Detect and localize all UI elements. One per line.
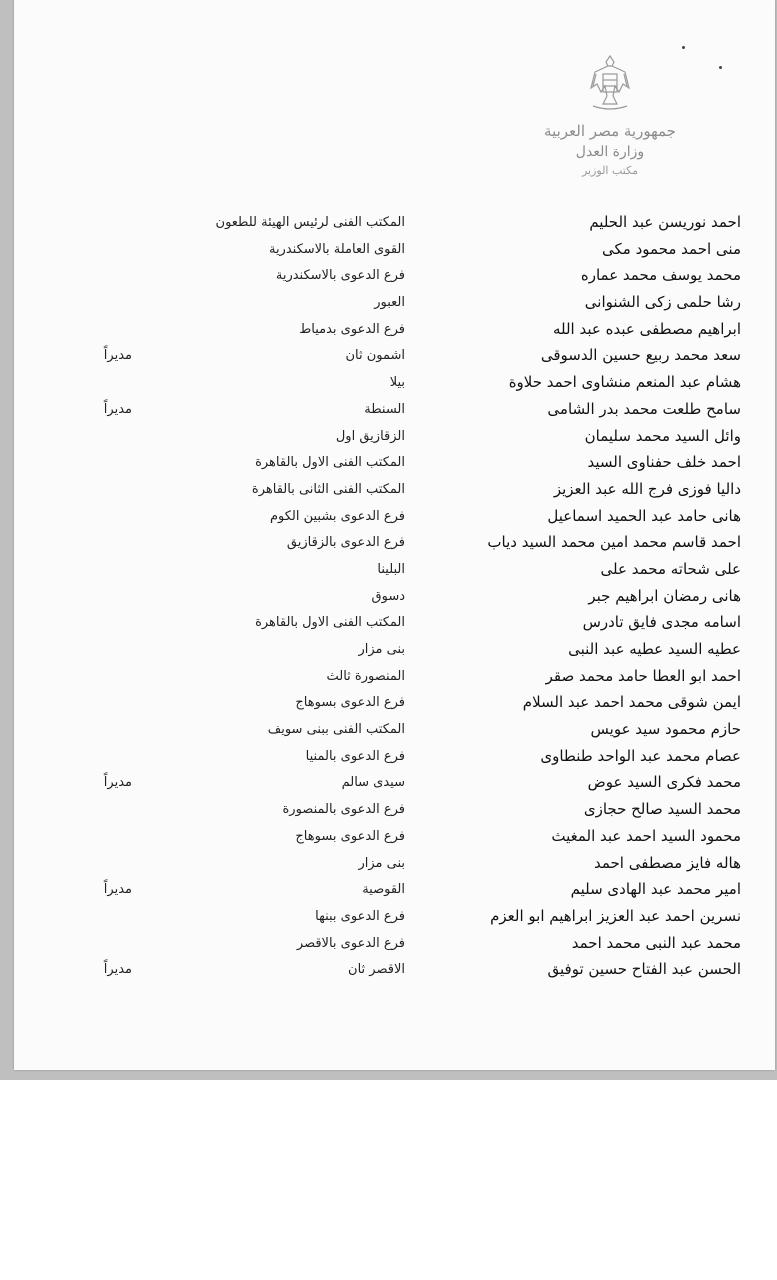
list-item <box>0 693 777 720</box>
person-name: هشام عبد المنعم منشاوى احمد حلاوة <box>508 373 741 392</box>
letterhead <box>530 40 690 205</box>
list-item <box>0 880 777 907</box>
person-name: محمد فكرى السيد عوض <box>587 773 741 792</box>
list-item <box>0 907 777 934</box>
assigned-department: البلينا <box>377 561 405 577</box>
person-name: على شحاته محمد على <box>600 559 741 578</box>
assigned-department: السنطة <box>364 401 405 417</box>
assigned-department: القوى العاملة بالاسكندرية <box>268 241 405 257</box>
list-item <box>0 667 777 694</box>
job-title: مديراً <box>103 348 132 364</box>
letterhead-country: جمهورية مصر العربية <box>544 122 676 140</box>
list-item <box>0 400 777 427</box>
person-name: محمد عبد النبى محمد احمد <box>571 933 741 952</box>
person-name: رشا حلمى زكى الشنوانى <box>584 293 741 312</box>
person-name: محمود السيد احمد عبد المغيث <box>551 826 741 845</box>
letterhead-ministry: وزارة العدل <box>575 144 645 160</box>
list-item <box>0 613 777 640</box>
job-title: مديراً <box>103 775 132 791</box>
assigned-department: فرع الدعوى ببنها <box>315 908 405 924</box>
assigned-department: الاقصر ثان <box>348 962 405 978</box>
list-item <box>0 346 777 373</box>
person-name: ابراهيم مصطفى عبده عبد الله <box>552 319 741 338</box>
assigned-department: فرع الدعوى بالاسكندرية <box>275 268 405 284</box>
person-name: احمد خلف حفناوى السيد <box>587 453 741 472</box>
eagle-emblem-icon <box>587 52 633 114</box>
person-name: هانى رمضان ابراهيم جبر <box>588 586 741 605</box>
assigned-department: فرع الدعوى بالزقازيق <box>286 535 405 551</box>
list-item <box>0 934 777 961</box>
person-name: هانى حامد عبد الحميد اسماعيل <box>547 506 741 525</box>
job-title: مديراً <box>103 882 132 898</box>
assignment-list <box>0 213 777 987</box>
person-name: منى احمد محمود مكى <box>602 239 741 258</box>
list-item <box>0 720 777 747</box>
list-item <box>0 800 777 827</box>
list-item <box>0 640 777 667</box>
person-name: محمد السيد صالح حجازى <box>583 800 741 819</box>
person-name: احمد نوريسن عبد الحليم <box>589 213 741 231</box>
assigned-department: المكتب الفنى ببنى سويف <box>267 722 405 738</box>
list-item <box>0 320 777 347</box>
person-name: الحسن عبد الفتاح حسين توفيق <box>547 960 741 979</box>
list-item <box>0 827 777 854</box>
list-item <box>0 560 777 587</box>
assigned-department: بيلا <box>389 375 405 391</box>
person-name: هاله فايز مصطفى احمد <box>593 853 741 872</box>
job-title: مديراً <box>103 962 132 978</box>
list-item <box>0 453 777 480</box>
assigned-department: المكتب الفنى الثانى بالقاهرة <box>251 481 405 497</box>
person-name: داليا فوزى فرج الله عبد العزيز <box>553 479 741 498</box>
assigned-department: فرع الدعوى بشبين الكوم <box>269 508 405 524</box>
person-name: سعد محمد ربيع حسين الدسوقى <box>540 346 741 365</box>
speck-mark <box>719 66 722 69</box>
list-item <box>0 293 777 320</box>
assigned-department: دسوق <box>371 588 405 604</box>
person-name: احمد قاسم محمد امين محمد السيد دياب <box>487 533 741 552</box>
assigned-department: الزقازيق اول <box>335 428 405 444</box>
assigned-department: فرع الدعوى بسوهاج <box>295 695 405 711</box>
person-name: امير محمد عبد الهادى سليم <box>570 880 741 899</box>
assigned-department: سيدى سالم <box>341 775 405 791</box>
person-name: حازم محمود سيد عويس <box>590 720 741 739</box>
list-item <box>0 854 777 881</box>
person-name: سامح طلعت محمد بدر الشامى <box>547 399 741 418</box>
assigned-department: فرع الدعوى بالاقصر <box>296 935 405 951</box>
list-item <box>0 266 777 293</box>
list-item <box>0 480 777 507</box>
list-item <box>0 773 777 800</box>
person-name: ايمن شوقى محمد احمد عبد السلام <box>522 693 741 712</box>
list-item <box>0 213 777 240</box>
assigned-department: اشمون ثان <box>345 348 405 364</box>
assigned-department: فرع الدعوى بالمنصورة <box>282 802 405 818</box>
assigned-department: بنى مزار <box>358 642 405 657</box>
assigned-department: المكتب الفنى الاول بالقاهرة <box>255 455 405 471</box>
person-name: نسرين احمد عبد العزيز ابراهيم ابو العزم <box>490 906 741 925</box>
list-item <box>0 960 777 987</box>
assigned-department: القوصية <box>362 882 405 898</box>
assigned-department: فرع الدعوى بدمياط <box>299 321 405 337</box>
assigned-department: فرع الدعوى بسوهاج <box>295 828 405 844</box>
list-item <box>0 587 777 614</box>
list-item <box>0 427 777 454</box>
list-item <box>0 240 777 267</box>
person-name: احمد ابو العطا حامد محمد صقر <box>545 666 741 685</box>
list-item <box>0 507 777 534</box>
list-item <box>0 747 777 774</box>
assigned-department: العبور <box>374 295 405 311</box>
list-item <box>0 533 777 560</box>
job-title: مديراً <box>103 401 132 417</box>
person-name: عصام محمد عبد الواحد طنطاوى <box>540 746 741 765</box>
assigned-department: المنصورة ثالث <box>326 668 405 684</box>
person-name: عطيه السيد عطيه عبد النبى <box>568 640 741 658</box>
assigned-department: فرع الدعوى بالمنيا <box>305 748 405 764</box>
person-name: محمد يوسف محمد عماره <box>580 266 741 285</box>
assigned-department: بنى مزار <box>358 855 405 871</box>
person-name: وائل السيد محمد سليمان <box>584 426 741 445</box>
letterhead-office: مكتب الوزير <box>581 164 639 177</box>
person-name: اسامه مجدى فايق تادرس <box>582 613 741 632</box>
assigned-department: المكتب الفنى لرئيس الهيئة للطعون <box>215 215 405 230</box>
assigned-department: المكتب الفنى الاول بالقاهرة <box>255 615 405 631</box>
list-item <box>0 373 777 400</box>
